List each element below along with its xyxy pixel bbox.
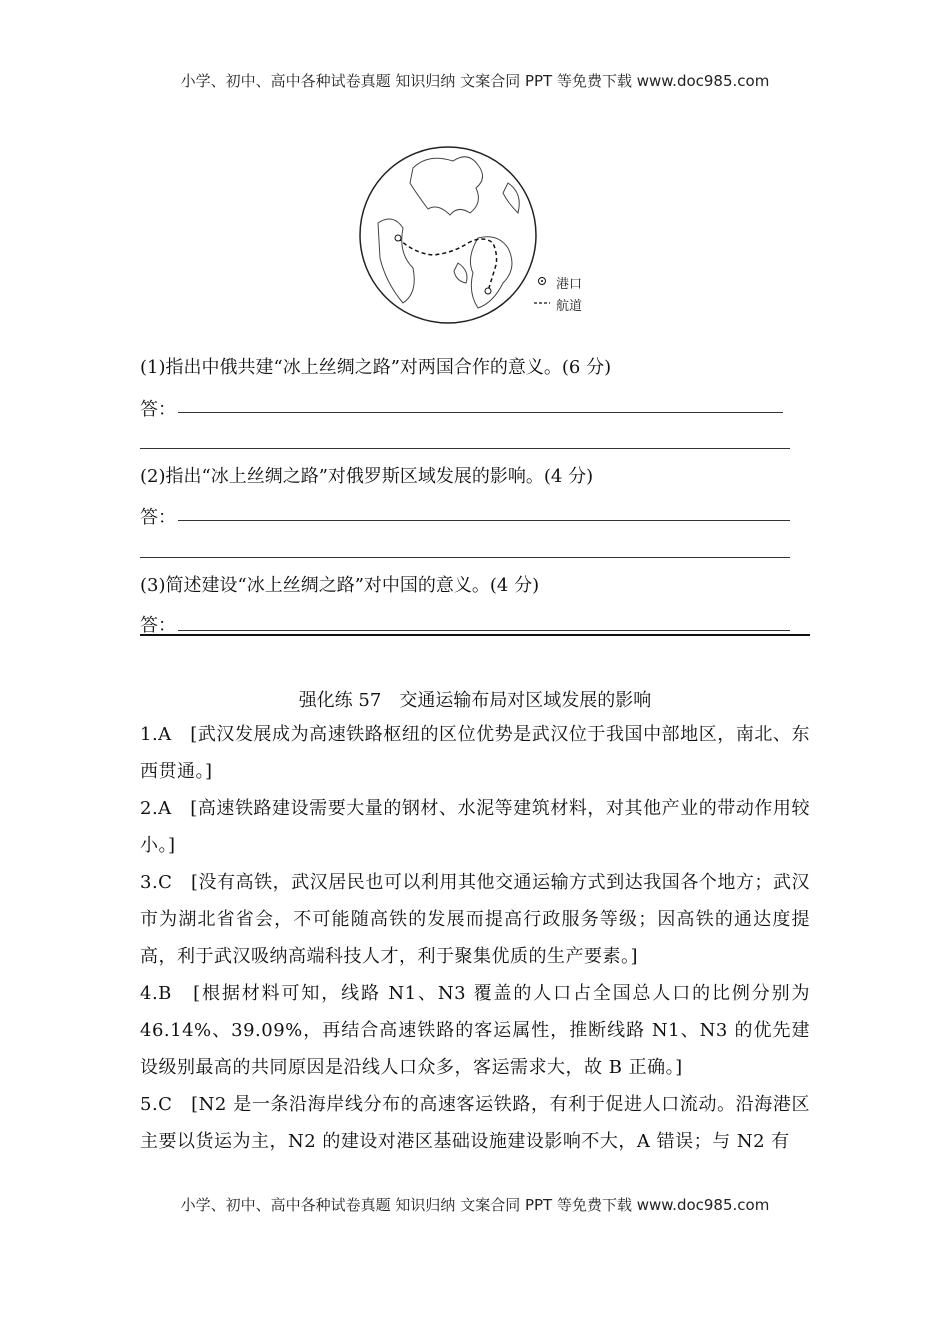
arctic-route-map: [358, 143, 618, 332]
answer-label-2: 答：: [140, 507, 176, 528]
answer-item: 1.A [武汉发展成为高速铁路枢纽的区位优势是武汉位于我国中部地区，南北、东西贯通。]: [140, 724, 810, 782]
question-1: (1)指出中俄共建“冰上丝绸之路”对两国合作的意义。(6 分): [140, 357, 612, 378]
answer-item: 5.C [N2 是一条沿海岸线分布的高速客运铁路，有利于促进人口流动。沿海港区主要以货运为主，N2 的建设对港区基础设施建设影响不大，A 错误；与 N2 有: [140, 1094, 810, 1152]
section-title: 强化练 57 交通运输布局对区域发展的影响: [298, 690, 652, 711]
answer-item: 4.B [根据材料可知，线路 N1、N3 覆盖的人口占全国总人口的比例分别为 46.14%、39.09%，再结合高速铁路的客运属性，推断线路 N1、N3 的优先建设级别最高的共同原因是沿线人口众多，客运需求大，故 B 正确。]: [140, 983, 810, 1078]
section-divider: [140, 634, 810, 636]
question-2: (2)指出“冰上丝绸之路”对俄罗斯区域发展的影响。(4 分): [140, 466, 594, 487]
answer-label-1: 答：: [140, 399, 176, 420]
page-header: 小学、初中、高中各种试卷真题 知识归纳 文案合同 PPT 等免费下载 www.doc985.com: [180, 72, 770, 90]
answer-label-3: 答：: [140, 615, 176, 636]
legend-port-label: 港口: [556, 277, 583, 292]
answer-item: 2.A [高速铁路建设需要大量的钢材、水泥等建筑材料，对其他产业的带动作用较小。]: [140, 798, 810, 856]
legend-route-label: 航道: [556, 299, 583, 314]
question-3: (3)简述建设“冰上丝绸之路”对中国的意义。(4 分): [140, 575, 540, 596]
page-footer: 小学、初中、高中各种试卷真题 知识归纳 文案合同 PPT 等免费下载 www.doc985.com: [180, 1196, 770, 1214]
answer-item: 3.C [没有高铁，武汉居民也可以利用其他交通运输方式到达我国各个地方；武汉市为湖北省省会，不可能随高铁的发展而提高行政服务等级；因高铁的通达度提高，利于武汉吸纳高端科技人才，利于聚集优质的生产要素。]: [140, 872, 810, 967]
answer-line[interactable]: [178, 412, 783, 413]
answer-line[interactable]: [140, 448, 790, 449]
answer-line[interactable]: [178, 520, 790, 521]
answer-line[interactable]: [140, 557, 790, 558]
answer-line[interactable]: [178, 630, 790, 631]
